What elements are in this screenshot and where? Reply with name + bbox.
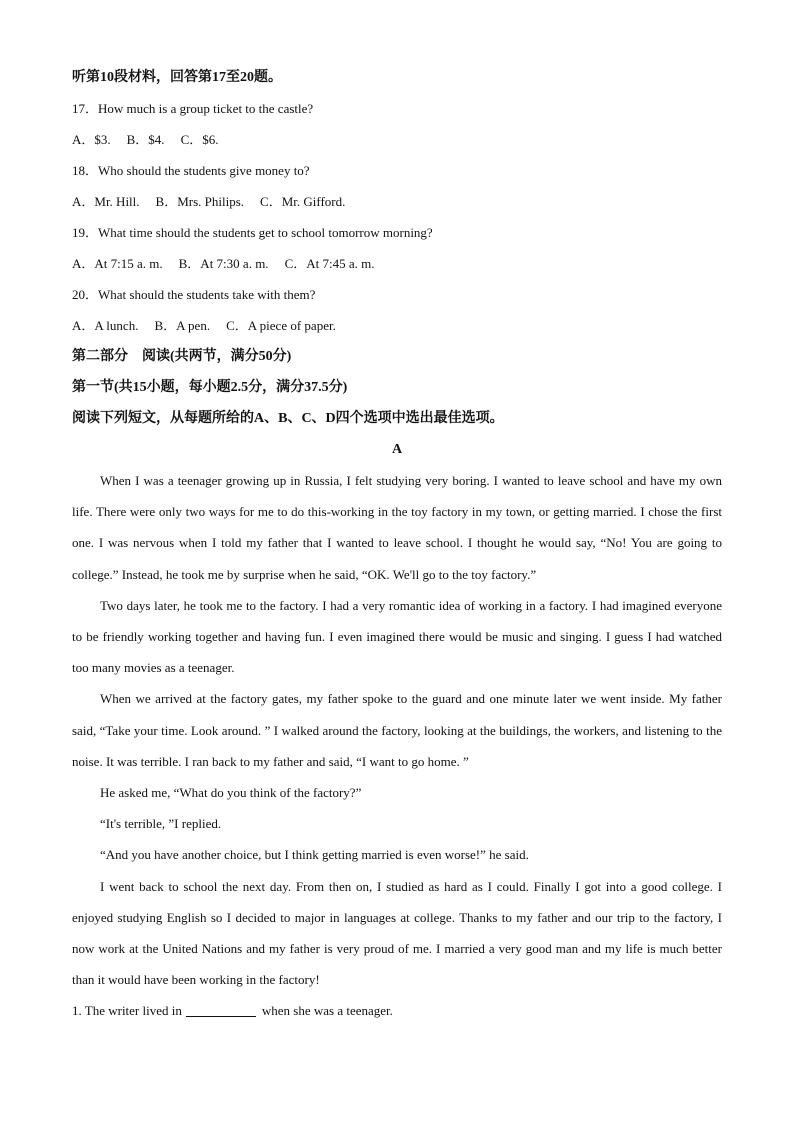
option-a: A．Mr. Hill. (72, 194, 140, 209)
question-1 (72, 995, 722, 1026)
option-b: B．$4. (126, 132, 165, 147)
option-b: B．A pen. (154, 318, 211, 333)
passage-paragraph: I went back to school the next day. From then on, I studied as hard as I could. Finally I got into a good college. I enjoyed studying English so I decided to major in languages at college. Thanks to my father and our trip to the factory, I now work at the United Nations and my father is very proud of me. I married a very good man and my life is much better than it would have been working in the factory! (72, 878, 722, 988)
reading-section-title: 第一节(共15小题，每小题2.5分，满分37.5分) (72, 380, 348, 395)
option-c: C．$6. (180, 132, 219, 147)
question-1-text-after: when she was a teenager. (261, 1003, 393, 1019)
question-17-stem: 17．How much is a group ticket to the castle? (72, 101, 314, 116)
passage-paragraph: When I was a teenager growing up in Russia, I felt studying very boring. I wanted to leave school and have my own life. There were only two ways for me to do this-working in the toy factory in my town, or getting married. I chose the first one. I was nervous when I told my father that I wanted to leave school. I thought he would say, “No! You are going to college.” Instead, he took me by surprise when he said, “OK. We'll go to the toy factory.” (72, 473, 722, 582)
question-1-text-before: 1. The writer lived in (72, 1003, 182, 1019)
option-a: A．$3. (72, 132, 111, 147)
option-c: C．At 7:45 a. m. (284, 256, 375, 271)
option-a: A．At 7:15 a. m. (72, 256, 163, 271)
answer-blank (186, 1003, 256, 1017)
question-19-options (72, 248, 722, 279)
listening-section-header: 听第10段材料，回答第17至20题。 (72, 70, 282, 85)
option-c: C．Mr. Gifford. (260, 194, 346, 209)
exam-page (72, 62, 722, 1026)
passage-paragraph: Two days later, he took me to the factory. I had a very romantic idea of working in a factory. I had imagined everyone to be friendly working together and having fun. I even imagined there would be music and singing. I guess I had watched too many movies as a teenager. (72, 597, 722, 676)
passage-paragraph: “And you have another choice, but I think getting married is even worse!” he said. (100, 847, 529, 863)
question-20-options (72, 310, 722, 341)
passage-paragraph: He asked me, “What do you think of the factory?” (100, 785, 362, 801)
option-b: B．Mrs. Philips. (155, 194, 245, 209)
option-b: B．At 7:30 a. m. (178, 256, 269, 271)
passage-paragraph: When we arrived at the factory gates, my father spoke to the guard and one minute later we went inside. My father said, “Take your time. Look around. ” I walked around the factory, looking at the buildings, the workers, and listening to the noise. It was terrible. I ran back to my father and said, “I want to go home. ” (72, 691, 722, 769)
question-18-options (72, 186, 722, 217)
question-17-options (72, 124, 722, 155)
reading-instruction: 阅读下列短文，从每题所给的A、B、C、D四个选项中选出最佳选项。 (72, 411, 504, 426)
question-20-stem: 20．What should the students take with them? (72, 287, 316, 302)
question-18-stem: 18．Who should the students give money to? (72, 163, 310, 178)
passage-paragraph: “It's terrible, ”I replied. (100, 816, 222, 832)
passage-label: A (391, 442, 403, 457)
option-c: C．A piece of paper. (226, 318, 336, 333)
option-a: A．A lunch. (72, 318, 139, 333)
question-19-stem: 19．What time should the students get to school tomorrow morning? (72, 225, 433, 240)
reading-part-title: 第二部分 阅读(共两节，满分50分) (72, 349, 292, 364)
